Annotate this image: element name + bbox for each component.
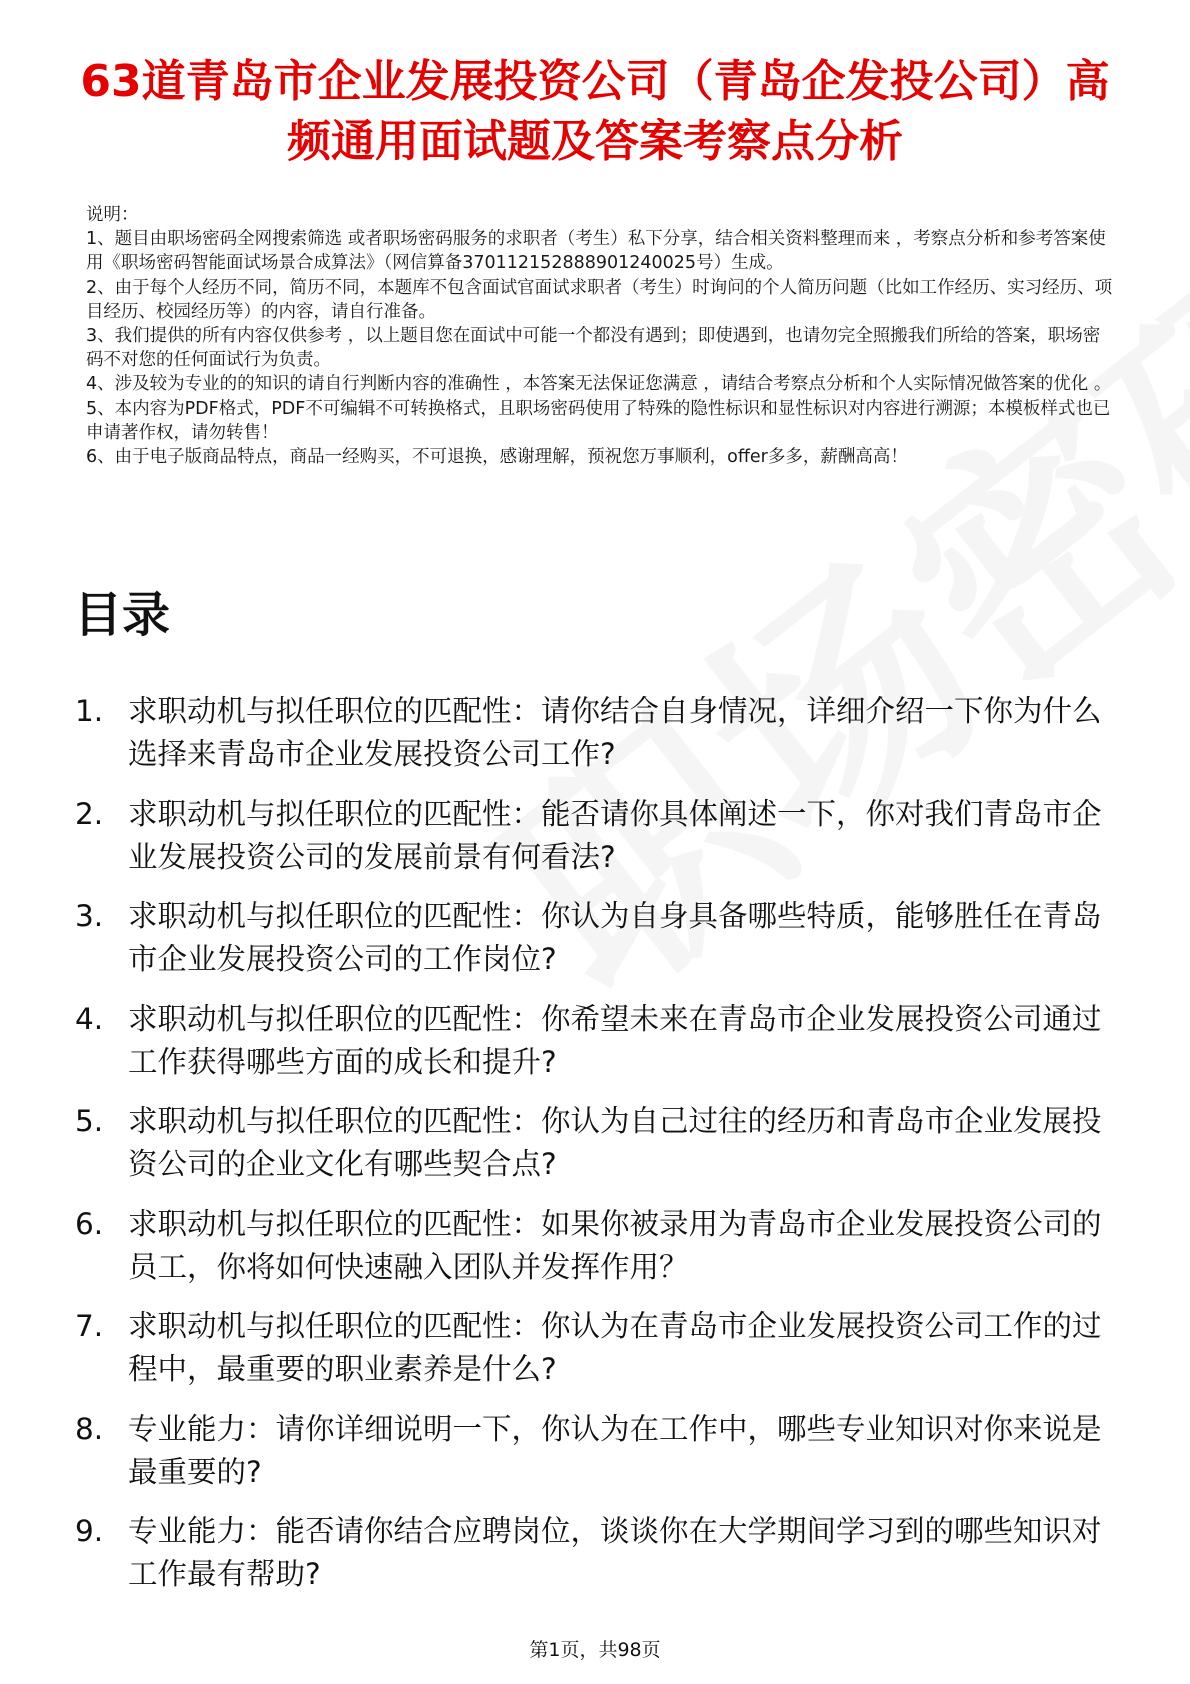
notes-heading: 说明： xyxy=(86,205,139,225)
toc-item[interactable] xyxy=(75,895,1115,981)
note-item: 6、由于电子版商品特点，商品一经购买，不可退换，感谢理解，预祝您万事顺利，offer多多，薪酬高高！ xyxy=(86,447,908,468)
note-item: 1、题目由职场密码全网搜索筛选 或者职场密码服务的求职者（考生）私下分享，结合相关资料整理而来 ，考察点分析和参考答案使用《职场密码智能面试场景合成算法》（网信算备370112152888901240025号）生成。 xyxy=(86,229,1106,274)
toc-item-number: 8. xyxy=(75,1411,104,1446)
toc-item[interactable] xyxy=(75,1100,1115,1186)
toc-item[interactable] xyxy=(75,1305,1115,1391)
toc-item-text: 专业能力：能否请你结合应聘岗位，谈谈你在大学期间学习到的哪些知识对工作最有帮助? xyxy=(128,1514,1102,1591)
toc-item-number: 1. xyxy=(75,694,104,728)
toc-item-text: 求职动机与拟任职位的匹配性：你认为自己过往的经历和青岛市企业发展投资公司的企业文化有哪些契合点? xyxy=(128,1104,1102,1181)
toc-item-text: 求职动机与拟任职位的匹配性：你认为自身具备哪些特质，能够胜任在青岛市企业发展投资公司的工作岗位? xyxy=(128,899,1102,976)
toc-item[interactable] xyxy=(75,690,1115,776)
toc-item[interactable] xyxy=(75,998,1115,1084)
toc-item-number: 4. xyxy=(75,1001,104,1036)
toc-item[interactable] xyxy=(75,1510,1115,1596)
toc-item[interactable] xyxy=(75,1203,1115,1289)
toc-item-number: 6. xyxy=(75,1206,104,1241)
toc-item[interactable] xyxy=(75,1408,1115,1494)
note-item: 5、本内容为PDF格式，PDF不可编辑不可转换格式，且职场密码使用了特殊的隐性标识和显性标识对内容进行溯源；本模板样式也已申请著作权，请勿转售！ xyxy=(86,398,1111,443)
toc-list xyxy=(75,690,1115,1613)
toc-item[interactable] xyxy=(75,793,1115,879)
toc-item-text: 专业能力：请你详细说明一下，你认为在工作中，哪些专业知识对你来说是最重要的? xyxy=(128,1411,1102,1489)
document-title: 63道青岛市企业发展投资公司（青岛企发投公司）高频通用面试题及答案考察点分析 xyxy=(80,56,1110,167)
toc-item-number: 9. xyxy=(75,1514,104,1548)
note-item: 3、我们提供的所有内容仅供参考 ，以上题目您在面试中可能一个都没有遇到；即使遇到，也请勿完全照搬我们所给的答案，职场密码不对您的任何面试行为负责。 xyxy=(86,326,1101,371)
toc-item-number: 7. xyxy=(75,1309,104,1343)
page-footer: 第1页，共98页 xyxy=(529,1639,661,1661)
toc-item-text: 求职动机与拟任职位的匹配性：你希望未来在青岛市企业发展投资公司通过工作获得哪些方面的成长和提升? xyxy=(128,1001,1102,1079)
toc-item-text: 求职动机与拟任职位的匹配性：你认为在青岛市企业发展投资公司工作的过程中，最重要的职业素养是什么? xyxy=(128,1309,1102,1386)
notes-section xyxy=(86,203,1116,469)
toc-item-number: 5. xyxy=(75,1104,104,1138)
note-item: 2、由于每个人经历不同，简历不同，本题库不包含面试官面试求职者（考生）时询问的个人简历问题（比如工作经历、实习经历、项目经历、校园经历等）的内容，请自行准备。 xyxy=(86,277,1113,322)
note-item: 4、涉及较为专业的的知识的请自行判断内容的准确性 ，本答案无法保证您满意 ，请结合考察点分析和个人实际情况做答案的优化 。 xyxy=(86,374,1112,395)
toc-item-number: 2. xyxy=(75,796,104,831)
toc-heading: 目录 xyxy=(74,587,171,643)
toc-item-text: 求职动机与拟任职位的匹配性：请你结合自身情况，详细介绍一下你为什么选择来青岛市企业发展投资公司工作? xyxy=(128,694,1102,771)
toc-item-text: 求职动机与拟任职位的匹配性：能否请你具体阐述一下，你对我们青岛市企业发展投资公司的发展前景有何看法? xyxy=(128,796,1102,874)
toc-item-number: 3. xyxy=(75,899,104,933)
toc-item-text: 求职动机与拟任职位的匹配性：如果你被录用为青岛市企业发展投资公司的员工，你将如何快速融入团队并发挥作用？ xyxy=(128,1206,1102,1284)
